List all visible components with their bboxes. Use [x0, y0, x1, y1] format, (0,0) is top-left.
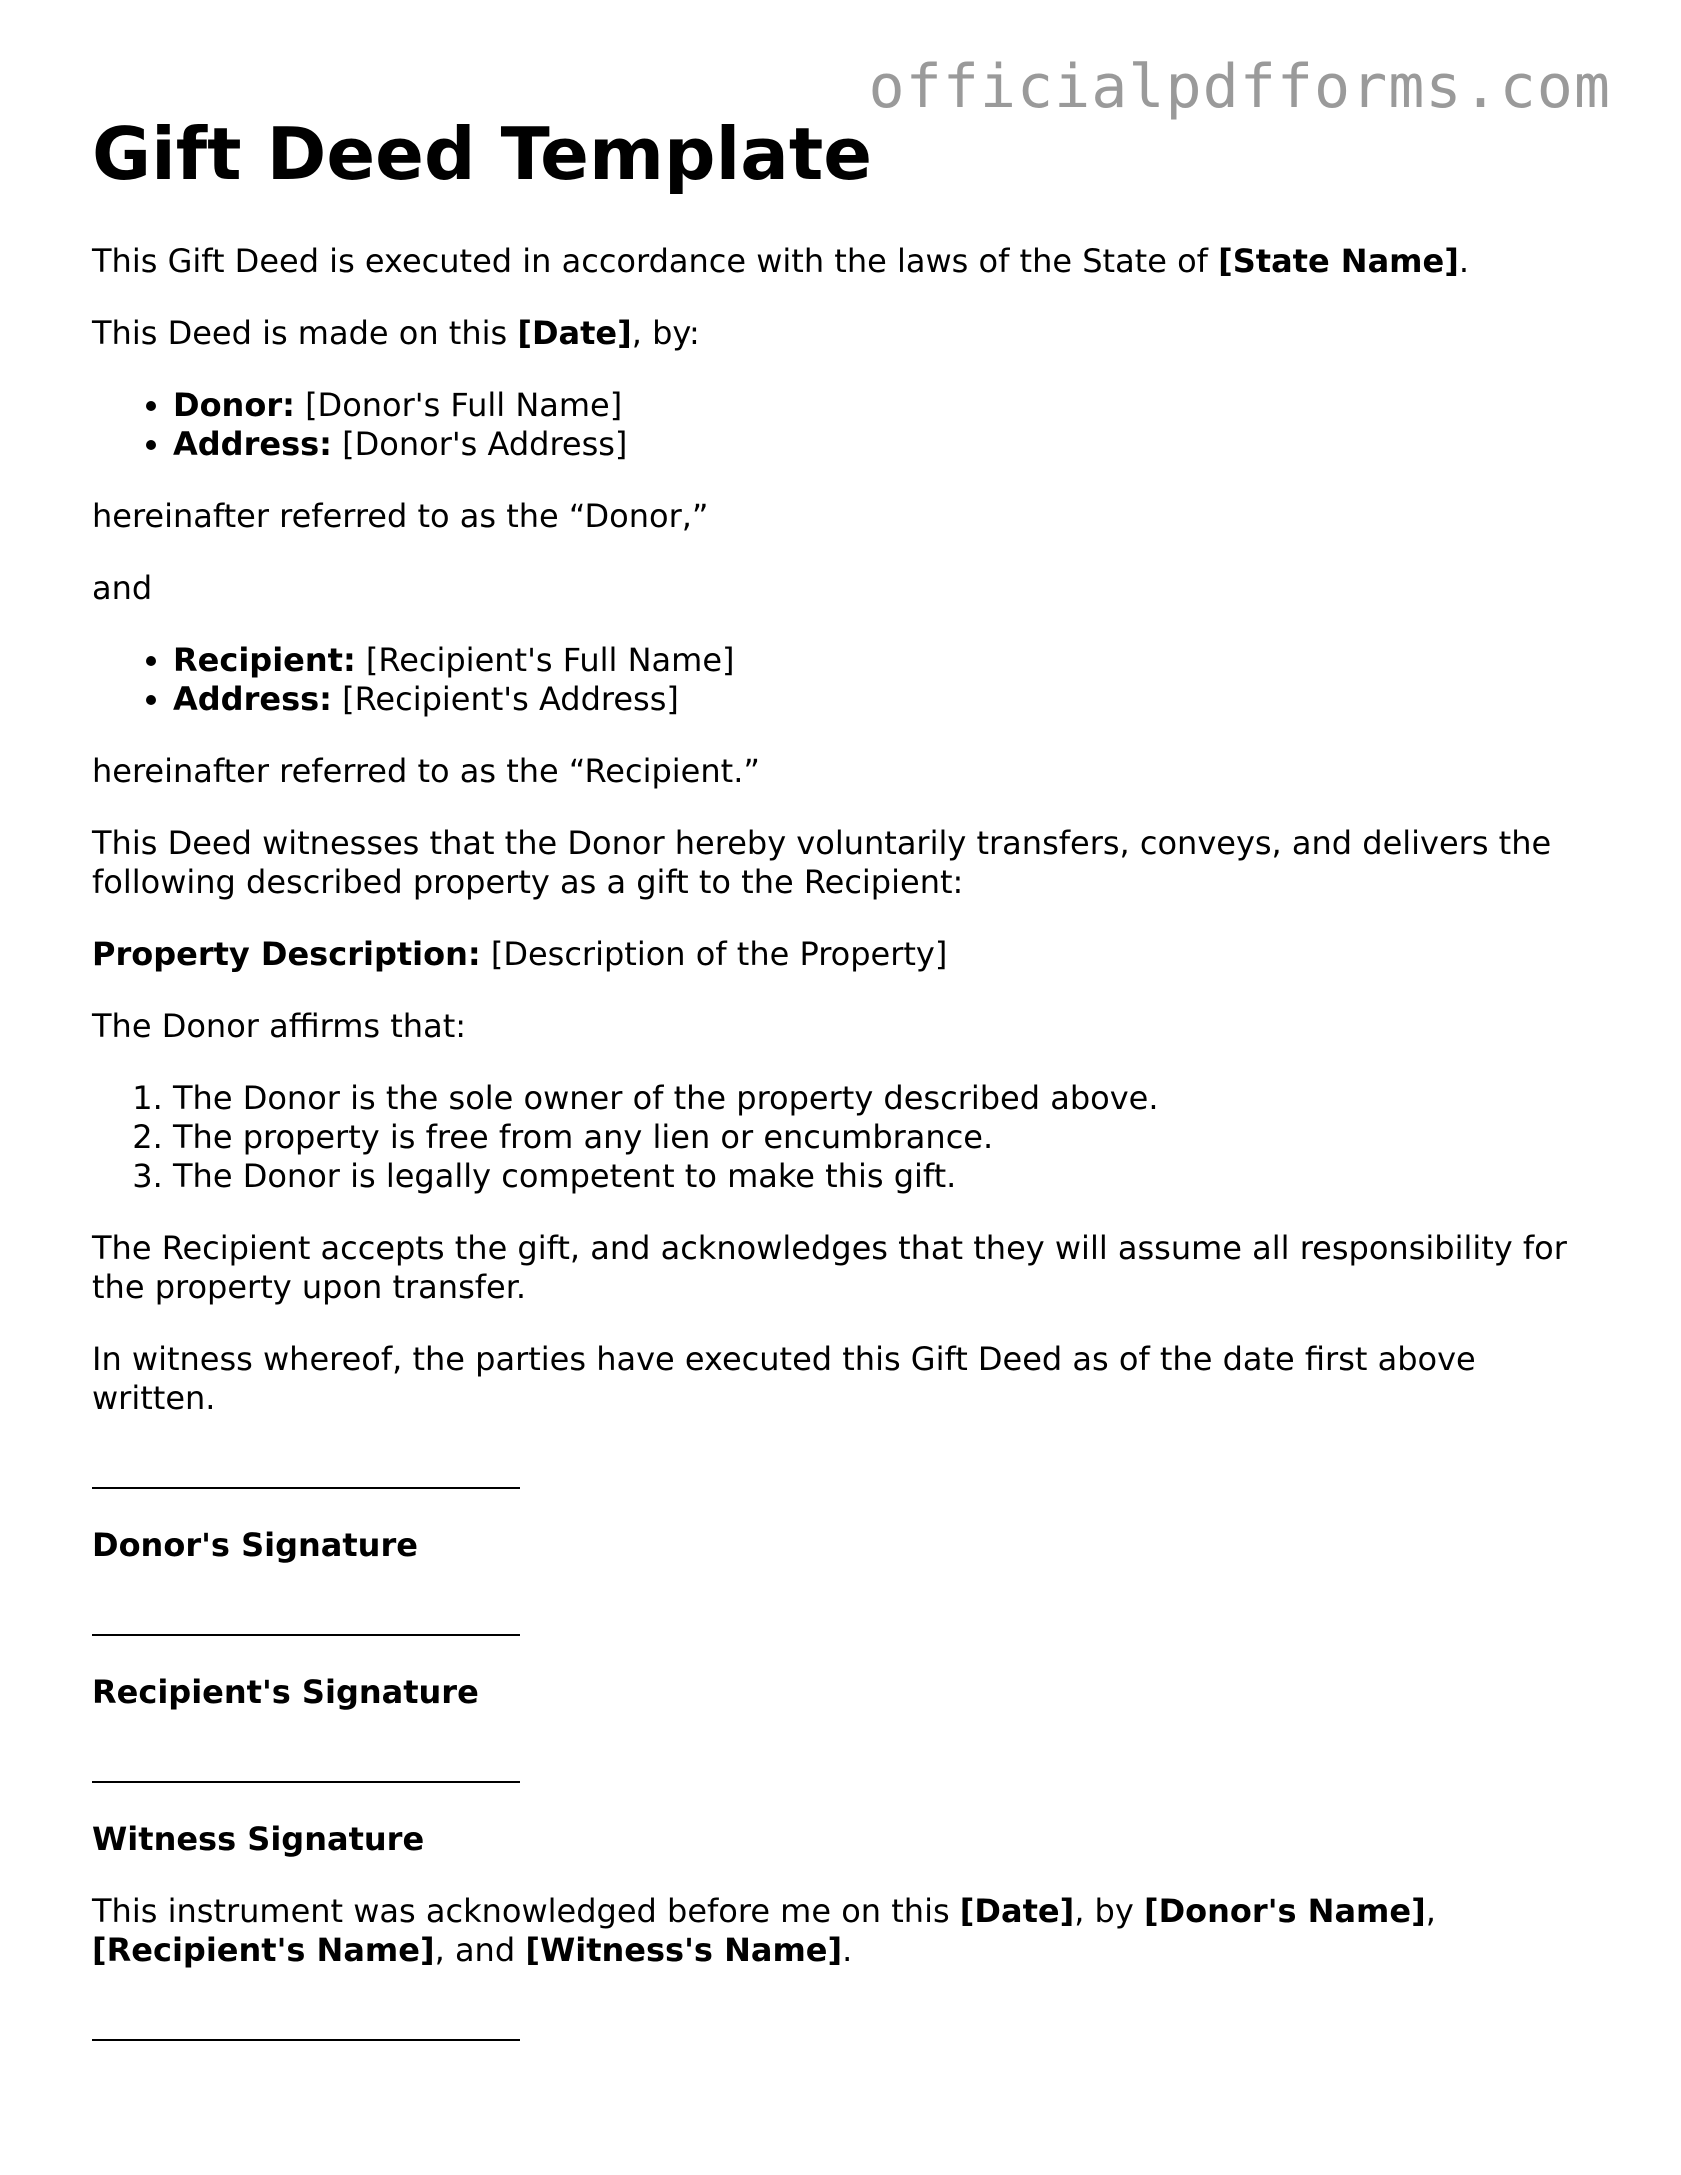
recipient-signature-label: Recipient's Signature [92, 1673, 479, 1711]
affirms-paragraph: The Donor affirms that: [92, 1007, 467, 1045]
watermark: officialpdfforms.com [868, 52, 1611, 122]
donor-reference: hereinafter referred to as the “Donor,” [92, 497, 709, 535]
ack-recipient-name-placeholder: [Recipient's Name] [92, 1931, 435, 1969]
state-name-placeholder: [State Name] [1218, 242, 1459, 280]
made-on-text: This Deed is made on this [92, 314, 518, 352]
donor-address-placeholder: [Donor's Address] [331, 425, 628, 463]
ack-date-placeholder: [Date] [959, 1892, 1075, 1930]
intro-end: . [1458, 242, 1470, 280]
donor-signature-label: Donor's Signature [92, 1526, 418, 1564]
date-placeholder: [Date] [517, 314, 632, 352]
ack-and: , and [434, 1931, 526, 1969]
recipient-address-label: Address: [173, 680, 332, 718]
list-item [173, 425, 1592, 464]
made-on-paragraph [92, 314, 1592, 353]
donor-signature-line[interactable] [92, 1454, 1592, 1493]
affirmations-list [92, 1079, 1592, 1196]
signature-rule [92, 1487, 520, 1489]
list-item: 1. The Donor is the sole owner of the property described above. [173, 1079, 1592, 1118]
recipient-name-placeholder: [Recipient's Full Name] [355, 641, 735, 679]
list-item [173, 680, 1592, 719]
notary-signature-line[interactable] [92, 2006, 1592, 2045]
recipient-list [92, 641, 1592, 719]
recipient-label: Recipient: [173, 641, 356, 679]
signature-rule [92, 1781, 520, 1783]
and-text: and [92, 569, 153, 607]
ack-donor-name-placeholder: [Donor's Name] [1143, 1892, 1426, 1930]
intro-paragraph [92, 242, 1592, 281]
ack-text: This instrument was acknowledged before me on this [92, 1892, 960, 1930]
ack-witness-name-placeholder: [Witness's Name] [525, 1931, 843, 1969]
signature-rule [92, 2039, 520, 2041]
ack-end: . [842, 1931, 853, 1969]
witness-signature-line[interactable] [92, 1748, 1592, 1787]
property-label: Property Description: [92, 935, 481, 973]
recipient-address-placeholder: [Recipient's Address] [331, 680, 679, 718]
witnesses-paragraph: This Deed witnesses that the Donor hereby voluntarily transfers, conveys, and delivers the following described property as a gift to the Recipient: [92, 824, 1552, 901]
document-page [92, 112, 1592, 2078]
donor-list [92, 386, 1592, 464]
acknowledgment-paragraph [92, 1892, 1592, 1970]
page-title: Gift Deed Template [92, 112, 873, 196]
in-witness-paragraph: In witness whereof, the parties have executed this Gift Deed as of the date first above written. [92, 1340, 1476, 1417]
property-placeholder: [Description of the Property] [480, 935, 948, 973]
witness-signature-label: Witness Signature [92, 1820, 425, 1858]
intro-text: This Gift Deed is executed in accordance with the laws of the State of [92, 242, 1219, 280]
made-on-end: , by: [631, 314, 700, 352]
list-item: 3. The Donor is legally competent to make this gift. [173, 1157, 1592, 1196]
property-paragraph [92, 935, 1592, 974]
donor-address-label: Address: [173, 425, 332, 463]
list-item [173, 641, 1592, 680]
acceptance-paragraph: The Recipient accepts the gift, and acknowledges that they will assume all responsibility for the property upon transfer. [92, 1229, 1567, 1306]
recipient-reference: hereinafter referred to as the “Recipient.” [92, 752, 760, 790]
list-item: 2. The property is free from any lien or encumbrance. [173, 1118, 1592, 1157]
list-item [173, 386, 1592, 425]
recipient-signature-line[interactable] [92, 1601, 1592, 1640]
donor-name-placeholder: [Donor's Full Name] [294, 386, 623, 424]
signature-rule [92, 1634, 520, 1636]
donor-label: Donor: [173, 386, 295, 424]
ack-by: , by [1074, 1892, 1144, 1930]
ack-separator: , [1425, 1892, 1436, 1930]
